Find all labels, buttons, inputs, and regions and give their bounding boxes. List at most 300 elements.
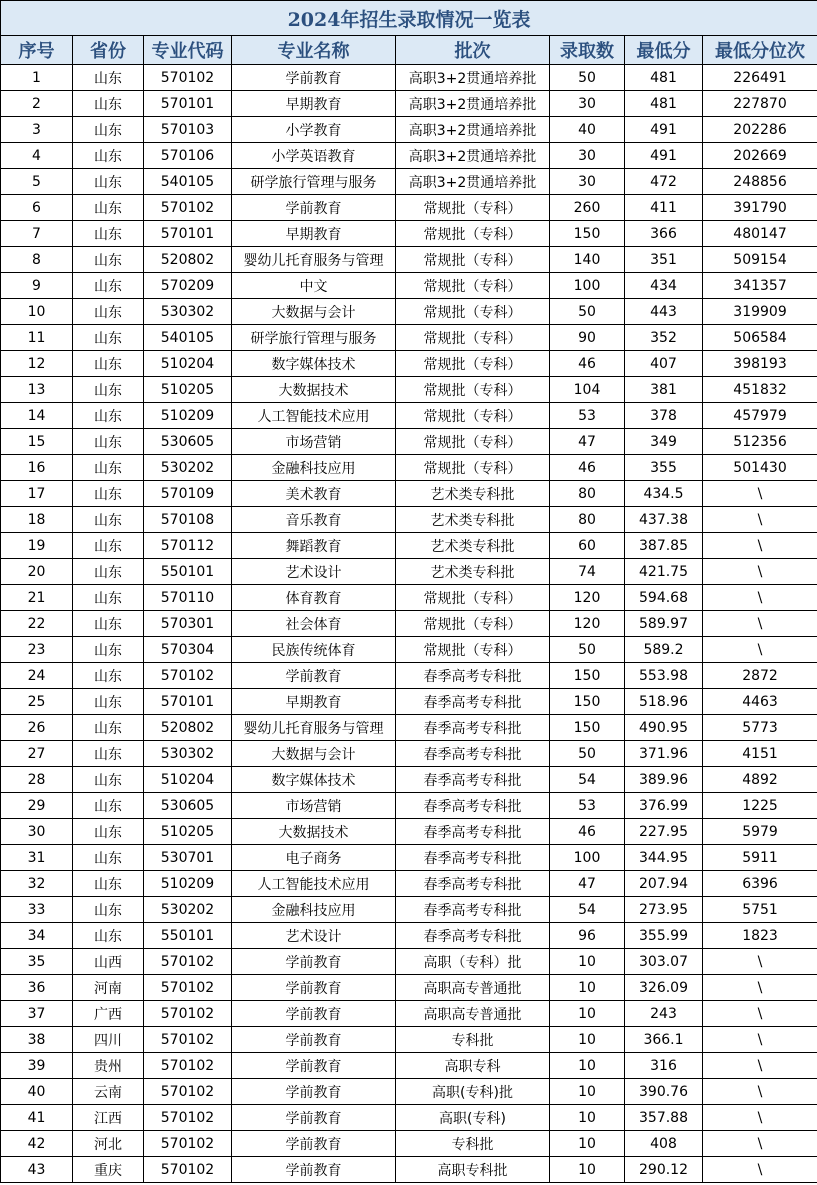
cell-min-score: 376.99 xyxy=(625,793,703,819)
cell-major-name: 婴幼儿托育服务与管理 xyxy=(232,247,396,273)
cell-major-code: 540105 xyxy=(144,169,232,195)
cell-min-score: 381 xyxy=(625,377,703,403)
cell-batch: 春季高考专科批 xyxy=(396,767,550,793)
cell-index: 17 xyxy=(1,481,73,507)
cell-batch: 高职(专科)批 xyxy=(396,1079,550,1105)
cell-index: 33 xyxy=(1,897,73,923)
table-row xyxy=(1,1079,817,1105)
cell-province: 山东 xyxy=(73,871,144,897)
cell-province: 山东 xyxy=(73,689,144,715)
cell-batch: 常规批（专科） xyxy=(396,273,550,299)
cell-major-name: 学前教育 xyxy=(232,1027,396,1053)
cell-min-score: 387.85 xyxy=(625,533,703,559)
cell-batch: 常规批（专科） xyxy=(396,585,550,611)
cell-admitted-count: 54 xyxy=(550,897,625,923)
cell-province: 山东 xyxy=(73,923,144,949)
table-row xyxy=(1,975,817,1001)
cell-admitted-count: 30 xyxy=(550,143,625,169)
cell-min-rank: 202669 xyxy=(703,143,817,169)
cell-index: 26 xyxy=(1,715,73,741)
cell-index: 16 xyxy=(1,455,73,481)
cell-major-code: 570102 xyxy=(144,65,232,91)
cell-province: 山东 xyxy=(73,143,144,169)
cell-admitted-count: 47 xyxy=(550,871,625,897)
cell-major-code: 570102 xyxy=(144,1027,232,1053)
table-row xyxy=(1,1001,817,1027)
cell-batch: 高职（专科）批 xyxy=(396,949,550,975)
cell-batch: 高职3+2贯通培养批 xyxy=(396,91,550,117)
cell-min-rank: \ xyxy=(703,533,817,559)
cell-batch: 高职(专科) xyxy=(396,1105,550,1131)
cell-batch: 艺术类专科批 xyxy=(396,507,550,533)
cell-batch: 常规批（专科） xyxy=(396,195,550,221)
table-row xyxy=(1,845,817,871)
cell-index: 12 xyxy=(1,351,73,377)
table-row xyxy=(1,169,817,195)
cell-province: 山东 xyxy=(73,767,144,793)
table-row xyxy=(1,533,817,559)
cell-min-score: 553.98 xyxy=(625,663,703,689)
table-row xyxy=(1,1157,817,1183)
cell-major-code: 570102 xyxy=(144,949,232,975)
cell-major-name: 金融科技应用 xyxy=(232,455,396,481)
cell-min-score: 303.07 xyxy=(625,949,703,975)
cell-min-rank: 506584 xyxy=(703,325,817,351)
cell-min-score: 378 xyxy=(625,403,703,429)
cell-index: 34 xyxy=(1,923,73,949)
cell-min-rank: \ xyxy=(703,1001,817,1027)
table-row xyxy=(1,1053,817,1079)
cell-major-name: 婴幼儿托育服务与管理 xyxy=(232,715,396,741)
cell-min-score: 366 xyxy=(625,221,703,247)
table-row xyxy=(1,273,817,299)
cell-admitted-count: 10 xyxy=(550,1079,625,1105)
cell-admitted-count: 90 xyxy=(550,325,625,351)
cell-batch: 高职3+2贯通培养批 xyxy=(396,143,550,169)
cell-major-name: 大数据与会计 xyxy=(232,741,396,767)
table-body xyxy=(1,65,817,1183)
cell-major-code: 540105 xyxy=(144,325,232,351)
cell-min-rank: 319909 xyxy=(703,299,817,325)
cell-major-name: 学前教育 xyxy=(232,975,396,1001)
cell-batch: 常规批（专科） xyxy=(396,429,550,455)
cell-major-code: 570101 xyxy=(144,91,232,117)
cell-province: 山东 xyxy=(73,455,144,481)
cell-province: 山东 xyxy=(73,793,144,819)
cell-index: 42 xyxy=(1,1131,73,1157)
cell-admitted-count: 100 xyxy=(550,273,625,299)
cell-province: 山西 xyxy=(73,949,144,975)
cell-index: 1 xyxy=(1,65,73,91)
cell-index: 40 xyxy=(1,1079,73,1105)
table-row xyxy=(1,897,817,923)
cell-major-code: 530701 xyxy=(144,845,232,871)
cell-min-score: 481 xyxy=(625,91,703,117)
cell-admitted-count: 74 xyxy=(550,559,625,585)
cell-admitted-count: 10 xyxy=(550,1131,625,1157)
cell-major-name: 大数据与会计 xyxy=(232,299,396,325)
cell-index: 39 xyxy=(1,1053,73,1079)
cell-admitted-count: 260 xyxy=(550,195,625,221)
cell-province: 山东 xyxy=(73,117,144,143)
cell-admitted-count: 53 xyxy=(550,403,625,429)
cell-index: 6 xyxy=(1,195,73,221)
table-row xyxy=(1,117,817,143)
cell-min-rank: \ xyxy=(703,559,817,585)
cell-province: 云南 xyxy=(73,1079,144,1105)
cell-batch: 艺术类专科批 xyxy=(396,559,550,585)
cell-major-name: 学前教育 xyxy=(232,1079,396,1105)
cell-province: 山东 xyxy=(73,247,144,273)
table-row xyxy=(1,663,817,689)
cell-min-rank: 4463 xyxy=(703,689,817,715)
table-row xyxy=(1,247,817,273)
cell-major-code: 570102 xyxy=(144,1053,232,1079)
cell-major-code: 520802 xyxy=(144,715,232,741)
table-row xyxy=(1,507,817,533)
cell-admitted-count: 96 xyxy=(550,923,625,949)
cell-min-score: 352 xyxy=(625,325,703,351)
cell-min-score: 491 xyxy=(625,143,703,169)
cell-min-score: 481 xyxy=(625,65,703,91)
header-province: 省份 xyxy=(73,36,144,65)
cell-admitted-count: 53 xyxy=(550,793,625,819)
table-row xyxy=(1,923,817,949)
cell-index: 29 xyxy=(1,793,73,819)
cell-min-score: 390.76 xyxy=(625,1079,703,1105)
cell-province: 山东 xyxy=(73,65,144,91)
cell-min-score: 326.09 xyxy=(625,975,703,1001)
cell-major-code: 570109 xyxy=(144,481,232,507)
cell-admitted-count: 150 xyxy=(550,689,625,715)
table-row xyxy=(1,221,817,247)
cell-batch: 春季高考专科批 xyxy=(396,741,550,767)
cell-min-score: 349 xyxy=(625,429,703,455)
cell-admitted-count: 140 xyxy=(550,247,625,273)
cell-min-rank: \ xyxy=(703,637,817,663)
cell-province: 山东 xyxy=(73,611,144,637)
cell-min-rank: \ xyxy=(703,1027,817,1053)
cell-province: 山东 xyxy=(73,741,144,767)
cell-province: 山东 xyxy=(73,897,144,923)
table-row xyxy=(1,559,817,585)
cell-major-name: 市场营销 xyxy=(232,429,396,455)
cell-major-name: 早期教育 xyxy=(232,91,396,117)
cell-index: 19 xyxy=(1,533,73,559)
cell-admitted-count: 150 xyxy=(550,715,625,741)
cell-index: 28 xyxy=(1,767,73,793)
cell-province: 山东 xyxy=(73,481,144,507)
cell-min-rank: \ xyxy=(703,1053,817,1079)
cell-min-rank: 5751 xyxy=(703,897,817,923)
cell-index: 15 xyxy=(1,429,73,455)
cell-min-score: 355.99 xyxy=(625,923,703,949)
cell-major-name: 早期教育 xyxy=(232,689,396,715)
table-row xyxy=(1,65,817,91)
cell-min-rank: \ xyxy=(703,1079,817,1105)
table-row xyxy=(1,429,817,455)
cell-major-code: 570301 xyxy=(144,611,232,637)
cell-province: 山东 xyxy=(73,507,144,533)
cell-min-rank: 341357 xyxy=(703,273,817,299)
cell-min-score: 518.96 xyxy=(625,689,703,715)
cell-major-code: 570102 xyxy=(144,1079,232,1105)
cell-min-rank: \ xyxy=(703,1105,817,1131)
cell-index: 31 xyxy=(1,845,73,871)
table-row xyxy=(1,949,817,975)
cell-major-code: 520802 xyxy=(144,247,232,273)
cell-major-name: 学前教育 xyxy=(232,1001,396,1027)
cell-batch: 高职高专普通批 xyxy=(396,1001,550,1027)
cell-major-code: 570304 xyxy=(144,637,232,663)
cell-index: 36 xyxy=(1,975,73,1001)
cell-major-name: 数字媒体技术 xyxy=(232,767,396,793)
cell-batch: 高职3+2贯通培养批 xyxy=(396,169,550,195)
cell-index: 41 xyxy=(1,1105,73,1131)
cell-min-score: 357.88 xyxy=(625,1105,703,1131)
cell-major-name: 电子商务 xyxy=(232,845,396,871)
cell-index: 25 xyxy=(1,689,73,715)
cell-min-rank: \ xyxy=(703,975,817,1001)
cell-min-score: 434 xyxy=(625,273,703,299)
cell-major-code: 570209 xyxy=(144,273,232,299)
table-row xyxy=(1,1027,817,1053)
cell-admitted-count: 10 xyxy=(550,1105,625,1131)
cell-index: 2 xyxy=(1,91,73,117)
cell-admitted-count: 10 xyxy=(550,1001,625,1027)
cell-index: 32 xyxy=(1,871,73,897)
cell-min-score: 437.38 xyxy=(625,507,703,533)
cell-province: 山东 xyxy=(73,845,144,871)
header-major-name: 专业名称 xyxy=(232,36,396,65)
cell-admitted-count: 30 xyxy=(550,169,625,195)
cell-index: 7 xyxy=(1,221,73,247)
cell-major-code: 570102 xyxy=(144,1157,232,1183)
table-row xyxy=(1,481,817,507)
cell-province: 山东 xyxy=(73,637,144,663)
cell-min-rank: 480147 xyxy=(703,221,817,247)
cell-major-code: 510209 xyxy=(144,871,232,897)
cell-major-code: 570108 xyxy=(144,507,232,533)
cell-major-name: 大数据技术 xyxy=(232,377,396,403)
cell-province: 山东 xyxy=(73,299,144,325)
cell-major-name: 音乐教育 xyxy=(232,507,396,533)
header-min-rank: 最低分位次 xyxy=(703,36,817,65)
header-min-score: 最低分 xyxy=(625,36,703,65)
cell-major-code: 510209 xyxy=(144,403,232,429)
cell-min-score: 434.5 xyxy=(625,481,703,507)
cell-batch: 春季高考专科批 xyxy=(396,715,550,741)
cell-major-code: 510204 xyxy=(144,351,232,377)
cell-major-name: 学前教育 xyxy=(232,1157,396,1183)
cell-min-score: 589.2 xyxy=(625,637,703,663)
cell-min-rank: 227870 xyxy=(703,91,817,117)
cell-batch: 常规批（专科） xyxy=(396,455,550,481)
cell-batch: 春季高考专科批 xyxy=(396,663,550,689)
table-row xyxy=(1,325,817,351)
table-row xyxy=(1,767,817,793)
cell-admitted-count: 46 xyxy=(550,351,625,377)
table-row xyxy=(1,741,817,767)
header-admitted-count: 录取数 xyxy=(550,36,625,65)
cell-batch: 常规批（专科） xyxy=(396,247,550,273)
cell-admitted-count: 120 xyxy=(550,585,625,611)
cell-min-rank: 4151 xyxy=(703,741,817,767)
cell-major-name: 金融科技应用 xyxy=(232,897,396,923)
cell-batch: 常规批（专科） xyxy=(396,377,550,403)
cell-batch: 专科批 xyxy=(396,1027,550,1053)
cell-admitted-count: 40 xyxy=(550,117,625,143)
cell-major-code: 530605 xyxy=(144,793,232,819)
cell-admitted-count: 46 xyxy=(550,819,625,845)
table-row xyxy=(1,403,817,429)
cell-min-score: 351 xyxy=(625,247,703,273)
cell-major-code: 530202 xyxy=(144,897,232,923)
cell-major-name: 小学英语教育 xyxy=(232,143,396,169)
cell-province: 河北 xyxy=(73,1131,144,1157)
cell-batch: 常规批（专科） xyxy=(396,221,550,247)
cell-major-code: 550101 xyxy=(144,923,232,949)
cell-admitted-count: 100 xyxy=(550,845,625,871)
cell-major-name: 人工智能技术应用 xyxy=(232,871,396,897)
cell-batch: 常规批（专科） xyxy=(396,299,550,325)
cell-min-rank: 1823 xyxy=(703,923,817,949)
cell-index: 5 xyxy=(1,169,73,195)
cell-major-code: 550101 xyxy=(144,559,232,585)
cell-index: 13 xyxy=(1,377,73,403)
cell-major-name: 学前教育 xyxy=(232,195,396,221)
cell-index: 4 xyxy=(1,143,73,169)
cell-admitted-count: 30 xyxy=(550,91,625,117)
table-row xyxy=(1,871,817,897)
cell-province: 山东 xyxy=(73,377,144,403)
cell-min-rank: 509154 xyxy=(703,247,817,273)
cell-admitted-count: 10 xyxy=(550,1053,625,1079)
cell-min-score: 243 xyxy=(625,1001,703,1027)
cell-major-code: 570102 xyxy=(144,1105,232,1131)
cell-min-rank: 391790 xyxy=(703,195,817,221)
cell-index: 20 xyxy=(1,559,73,585)
cell-admitted-count: 54 xyxy=(550,767,625,793)
cell-province: 贵州 xyxy=(73,1053,144,1079)
cell-major-name: 小学教育 xyxy=(232,117,396,143)
cell-major-code: 570101 xyxy=(144,221,232,247)
cell-batch: 高职3+2贯通培养批 xyxy=(396,65,550,91)
cell-major-name: 研学旅行管理与服务 xyxy=(232,325,396,351)
cell-major-code: 510205 xyxy=(144,819,232,845)
cell-major-name: 市场营销 xyxy=(232,793,396,819)
table-row xyxy=(1,611,817,637)
cell-major-code: 570102 xyxy=(144,1001,232,1027)
cell-min-rank: \ xyxy=(703,481,817,507)
cell-admitted-count: 80 xyxy=(550,481,625,507)
cell-min-rank: \ xyxy=(703,949,817,975)
cell-province: 重庆 xyxy=(73,1157,144,1183)
cell-admitted-count: 50 xyxy=(550,65,625,91)
cell-min-rank: 451832 xyxy=(703,377,817,403)
table-row xyxy=(1,91,817,117)
cell-major-name: 中文 xyxy=(232,273,396,299)
table-row xyxy=(1,1131,817,1157)
table-row xyxy=(1,143,817,169)
cell-index: 9 xyxy=(1,273,73,299)
cell-min-score: 490.95 xyxy=(625,715,703,741)
cell-min-score: 344.95 xyxy=(625,845,703,871)
cell-major-name: 大数据技术 xyxy=(232,819,396,845)
cell-batch: 高职专科 xyxy=(396,1053,550,1079)
cell-province: 山东 xyxy=(73,273,144,299)
cell-batch: 艺术类专科批 xyxy=(396,533,550,559)
cell-admitted-count: 150 xyxy=(550,663,625,689)
cell-min-score: 443 xyxy=(625,299,703,325)
cell-min-score: 371.96 xyxy=(625,741,703,767)
cell-major-name: 艺术设计 xyxy=(232,923,396,949)
cell-major-code: 570102 xyxy=(144,663,232,689)
table-row xyxy=(1,689,817,715)
cell-province: 山东 xyxy=(73,559,144,585)
cell-province: 山东 xyxy=(73,351,144,377)
cell-province: 山东 xyxy=(73,403,144,429)
cell-batch: 春季高考专科批 xyxy=(396,793,550,819)
cell-min-rank: 4892 xyxy=(703,767,817,793)
cell-province: 广西 xyxy=(73,1001,144,1027)
cell-min-rank: 501430 xyxy=(703,455,817,481)
cell-index: 38 xyxy=(1,1027,73,1053)
cell-index: 35 xyxy=(1,949,73,975)
cell-major-code: 510205 xyxy=(144,377,232,403)
cell-batch: 艺术类专科批 xyxy=(396,481,550,507)
cell-min-score: 411 xyxy=(625,195,703,221)
cell-admitted-count: 50 xyxy=(550,299,625,325)
header-major-code: 专业代码 xyxy=(144,36,232,65)
cell-major-name: 舞蹈教育 xyxy=(232,533,396,559)
cell-batch: 专科批 xyxy=(396,1131,550,1157)
header-index: 序号 xyxy=(1,36,73,65)
cell-major-name: 研学旅行管理与服务 xyxy=(232,169,396,195)
cell-index: 8 xyxy=(1,247,73,273)
cell-admitted-count: 50 xyxy=(550,637,625,663)
cell-batch: 常规批（专科） xyxy=(396,351,550,377)
cell-min-score: 290.12 xyxy=(625,1157,703,1183)
cell-min-rank: \ xyxy=(703,1131,817,1157)
cell-min-score: 366.1 xyxy=(625,1027,703,1053)
cell-admitted-count: 120 xyxy=(550,611,625,637)
cell-index: 23 xyxy=(1,637,73,663)
cell-index: 21 xyxy=(1,585,73,611)
cell-index: 22 xyxy=(1,611,73,637)
cell-major-code: 530302 xyxy=(144,741,232,767)
table-row xyxy=(1,819,817,845)
cell-min-score: 273.95 xyxy=(625,897,703,923)
cell-major-code: 570106 xyxy=(144,143,232,169)
table-row xyxy=(1,715,817,741)
cell-major-name: 体育教育 xyxy=(232,585,396,611)
cell-province: 山东 xyxy=(73,221,144,247)
cell-province: 山东 xyxy=(73,819,144,845)
cell-major-name: 民族传统体育 xyxy=(232,637,396,663)
cell-major-name: 人工智能技术应用 xyxy=(232,403,396,429)
cell-min-score: 589.97 xyxy=(625,611,703,637)
cell-min-rank: 398193 xyxy=(703,351,817,377)
table-title: 2024年招生录取情况一览表 xyxy=(1,1,817,36)
table-row xyxy=(1,351,817,377)
cell-major-code: 530605 xyxy=(144,429,232,455)
cell-province: 江西 xyxy=(73,1105,144,1131)
cell-min-rank: 226491 xyxy=(703,65,817,91)
cell-index: 14 xyxy=(1,403,73,429)
cell-batch: 春季高考专科批 xyxy=(396,689,550,715)
cell-batch: 高职专科批 xyxy=(396,1157,550,1183)
